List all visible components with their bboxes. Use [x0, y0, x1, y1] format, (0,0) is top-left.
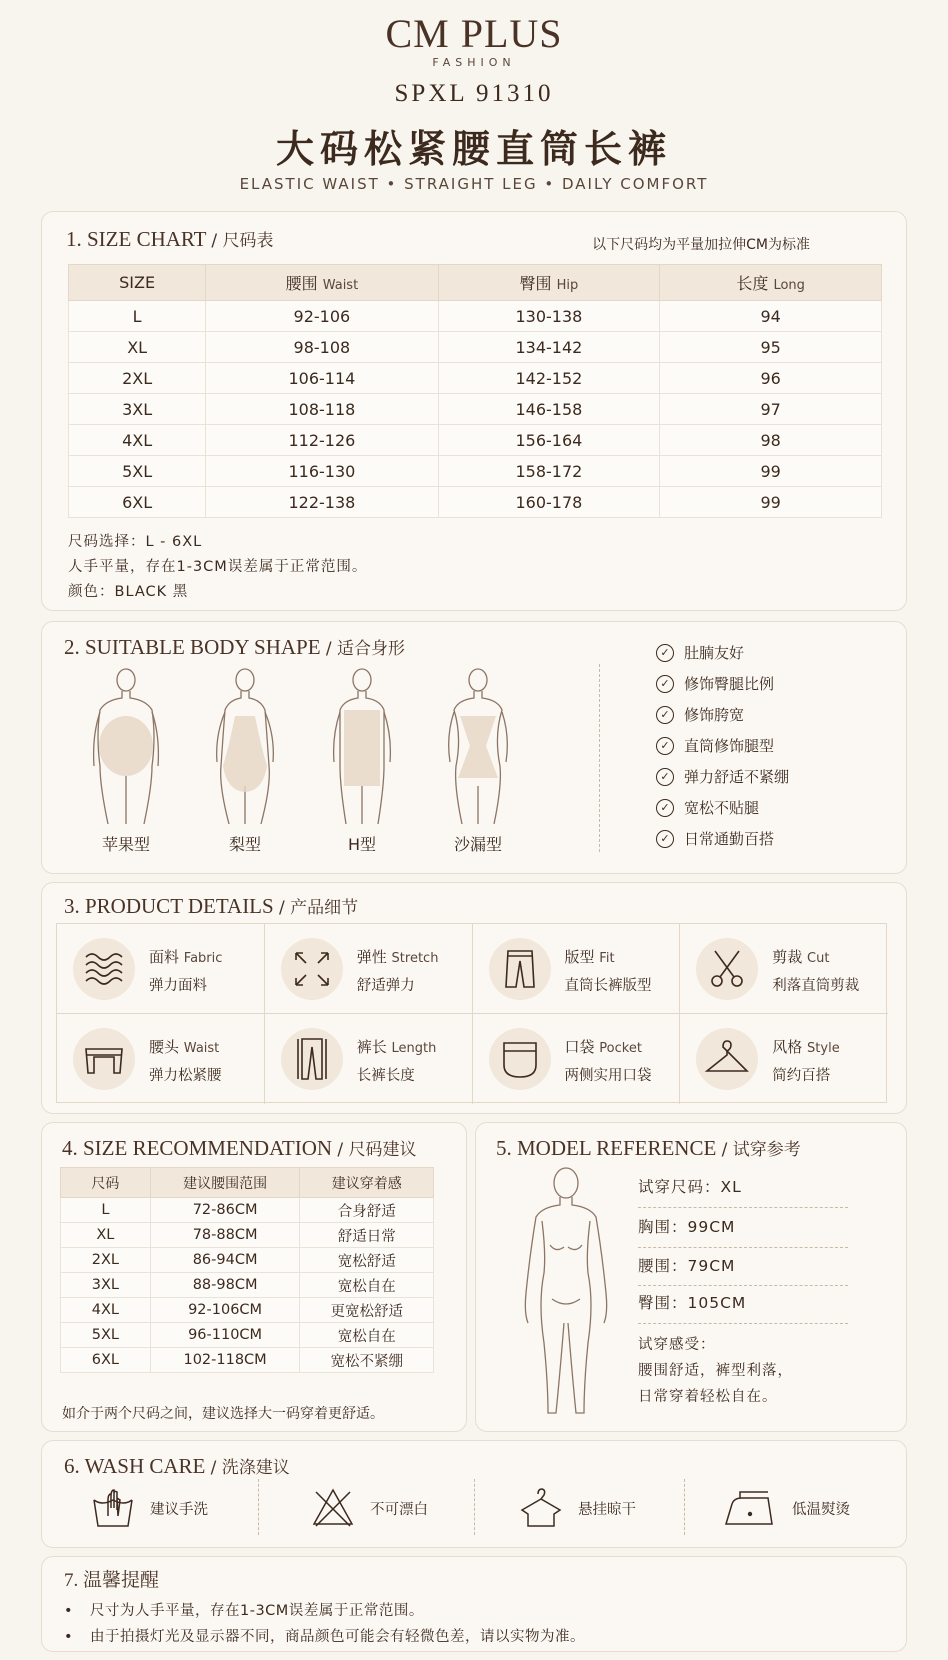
detail-title-cn: 剪裁 — [772, 948, 803, 966]
table-cell: 78-88CM — [150, 1223, 300, 1248]
leg-length-icon — [288, 1035, 336, 1083]
size-recommendation-section — [41, 1122, 467, 1432]
rec-header-cell: 尺码 — [61, 1168, 151, 1198]
table-row — [69, 394, 882, 425]
low-iron-icon — [722, 1486, 778, 1530]
detail-title-cn: 腰头 — [149, 1038, 180, 1056]
table-cell: 158-172 — [438, 456, 660, 487]
model-feel-1: 腰围舒适，裤型利落， — [638, 1363, 793, 1379]
table-cell: 5XL — [69, 456, 206, 487]
shape-label-apple: 苹果型 — [101, 835, 150, 854]
detail-cell — [265, 924, 473, 1014]
table-cell: 102-118CM — [150, 1348, 300, 1373]
benefit-item — [656, 704, 744, 725]
table-cell: 97 — [660, 394, 882, 425]
table-row — [61, 1223, 434, 1248]
tip-2: • 由于拍摄灯光及显示器不同，商品颜色可能会有轻微色差，请以实物为准。 — [64, 1629, 585, 1645]
check-icon: ✓ — [656, 830, 674, 848]
detail-title — [565, 1036, 642, 1057]
product-title: 大码松紧腰直筒长裤 — [275, 127, 672, 171]
table-cell: 2XL — [61, 1248, 151, 1273]
detail-title — [357, 946, 439, 967]
table-cell: 92-106 — [206, 301, 438, 332]
table-cell: 94 — [660, 301, 882, 332]
pear-shape-figure — [205, 666, 285, 826]
check-icon: ✓ — [656, 768, 674, 786]
wash-no-bleach — [310, 1481, 428, 1535]
wash-label: 低温熨烫 — [792, 1501, 850, 1518]
table-cell: 更宽松舒适 — [300, 1298, 434, 1323]
header-cn: 腰围 — [285, 274, 318, 293]
table-cell: 3XL — [69, 394, 206, 425]
section-title-en: 2. SUITABLE BODY SHAPE — [64, 635, 321, 659]
hand-wash-icon — [90, 1486, 136, 1530]
section-title — [64, 893, 358, 919]
table-cell: 舒适日常 — [300, 1223, 434, 1248]
header-cn: 长度 — [736, 274, 769, 293]
recommendation-table — [60, 1167, 434, 1373]
recommendation-note: 如介于两个尺码之间，建议选择大一码穿着更舒适。 — [62, 1406, 384, 1422]
table-row — [61, 1198, 434, 1223]
detail-icon-wrap — [73, 1028, 135, 1090]
table-cell: 4XL — [61, 1298, 151, 1323]
shape-label-pear: 梨型 — [228, 835, 261, 854]
shape-label-hourglass: 沙漏型 — [453, 835, 502, 854]
detail-title-cn: 风格 — [772, 1038, 803, 1056]
detail-title-cn: 版型 — [564, 948, 595, 966]
tagline: ELASTIC WAIST • STRAIGHT LEG • DAILY COMFORT — [239, 175, 709, 193]
table-row — [61, 1348, 434, 1373]
apple-shape-figure — [86, 666, 166, 826]
table-cell: 99 — [660, 487, 882, 518]
detail-icon-wrap — [696, 1028, 758, 1090]
benefit-label: 修饰胯宽 — [684, 706, 745, 724]
check-icon: ✓ — [656, 799, 674, 817]
benefit-item — [656, 735, 774, 756]
detail-sub: 直筒长裤版型 — [564, 978, 652, 994]
wash-label: 不可漂白 — [370, 1501, 428, 1518]
size-chart-note: 以下尺码均为平量加拉伸CM为标准 — [592, 237, 810, 253]
table-cell: 98-108 — [206, 332, 438, 363]
detail-icon-wrap — [489, 938, 551, 1000]
size-note-2: 人手平量，存在1-3CM误差属于正常范围。 — [68, 559, 368, 575]
section-title-cn: / 产品细节 — [278, 898, 359, 918]
table-row — [69, 425, 882, 456]
rec-header-cell: 建议腰围范围 — [150, 1168, 300, 1198]
detail-icon-wrap — [281, 1028, 343, 1090]
size-note-3: 颜色：BLACK 黑 — [68, 584, 189, 600]
table-cell: 130-138 — [438, 301, 660, 332]
model-size: 试穿尺码：XL — [638, 1178, 742, 1196]
detail-title — [565, 946, 615, 967]
table-cell: 96 — [660, 363, 882, 394]
table-cell: 4XL — [69, 425, 206, 456]
detail-sub: 弹力面料 — [149, 978, 207, 994]
detail-cell — [473, 1014, 681, 1104]
wash-low-iron — [722, 1481, 850, 1535]
section-title — [496, 1135, 801, 1161]
benefit-item — [656, 797, 759, 818]
benefit-item — [656, 766, 789, 787]
header — [0, 0, 948, 205]
table-cell: 合身舒适 — [300, 1198, 434, 1223]
table-cell: L — [69, 301, 206, 332]
section-title-cn: / 洗涤建议 — [210, 1458, 290, 1478]
section-title-cn: / 尺码表 — [211, 231, 274, 251]
detail-icon-wrap — [489, 1028, 551, 1090]
table-cell: 112-126 — [206, 425, 438, 456]
brand-sub: FASHION — [432, 56, 516, 69]
table-cell: 72-86CM — [150, 1198, 300, 1223]
detail-title-en: Style — [807, 1041, 840, 1056]
wash-label: 悬挂晾干 — [578, 1501, 636, 1518]
no-bleach-icon — [310, 1486, 356, 1530]
table-cell: 122-138 — [206, 487, 438, 518]
section-title — [64, 1453, 290, 1479]
table-row — [69, 363, 882, 394]
detail-cell — [57, 924, 265, 1014]
table-cell: 156-164 — [438, 425, 660, 456]
table-cell: 2XL — [69, 363, 206, 394]
detail-cell — [473, 924, 681, 1014]
detail-title-en: Length — [391, 1041, 437, 1056]
benefit-item — [656, 828, 774, 849]
table-cell: 6XL — [69, 487, 206, 518]
check-icon: ✓ — [656, 675, 674, 693]
tip-text: 由于拍摄灯光及显示器不同，商品颜色可能会有轻微色差，请以实物为准。 — [90, 1629, 585, 1645]
table-cell: XL — [61, 1223, 151, 1248]
detail-title-cn: 裤长 — [356, 1038, 387, 1056]
table-cell: 86-94CM — [150, 1248, 300, 1273]
check-icon: ✓ — [656, 706, 674, 724]
table-cell: 92-106CM — [150, 1298, 300, 1323]
tips-section — [41, 1556, 907, 1652]
model-waist: 腰围：79CM — [638, 1257, 736, 1275]
pocket-icon — [496, 1035, 544, 1083]
section-title-en: 4. SIZE RECOMMENDATION — [62, 1136, 333, 1160]
header-en: Waist — [322, 278, 359, 293]
size-chart-section — [41, 211, 907, 611]
detail-title-en: Pocket — [599, 1041, 642, 1056]
table-row — [61, 1298, 434, 1323]
hourglass-shape-figure — [438, 666, 518, 826]
table-row — [61, 1273, 434, 1298]
wash-hand — [90, 1481, 208, 1535]
section-title-cn: / 尺码建议 — [337, 1140, 417, 1160]
tip-text: 尺寸为人手平量，存在1-3CM误差属于正常范围。 — [90, 1603, 424, 1619]
detail-sub: 舒适弹力 — [356, 978, 415, 994]
stretch-arrows-icon — [288, 945, 336, 993]
section-title-en: 3. PRODUCT DETAILS — [64, 894, 274, 918]
wash-care-section — [41, 1440, 907, 1548]
section-title-en: 6. WASH CARE — [64, 1454, 206, 1478]
table-row — [61, 1323, 434, 1348]
product-details-section — [41, 882, 907, 1114]
benefit-label: 弹力舒适不紧绷 — [684, 768, 790, 786]
detail-icon-wrap — [281, 938, 343, 1000]
table-cell: 96-110CM — [150, 1323, 300, 1348]
hanger-icon — [703, 1035, 751, 1083]
detail-sub: 简约百搭 — [772, 1068, 831, 1084]
table-row — [69, 487, 882, 518]
model-feel-title: 试穿感受： — [638, 1337, 716, 1353]
table-row — [69, 301, 882, 332]
table-cell: 146-158 — [438, 394, 660, 425]
detail-sub: 利落直筒剪裁 — [772, 978, 860, 994]
divider — [638, 1207, 848, 1208]
table-cell: 108-118 — [206, 394, 438, 425]
model-feel-2: 日常穿着轻松自在。 — [638, 1389, 778, 1405]
model-reference-section — [475, 1122, 907, 1432]
benefit-item — [656, 673, 774, 694]
model-hip: 臀围：105CM — [638, 1294, 747, 1312]
detail-sub: 弹力松紧腰 — [149, 1068, 222, 1084]
table-cell: 116-130 — [206, 456, 438, 487]
section-title — [62, 1135, 416, 1161]
product-code: SPXL 91310 — [394, 80, 554, 107]
table-row — [61, 1248, 434, 1273]
table-cell: 95 — [660, 332, 882, 363]
detail-title-en: Waist — [183, 1041, 220, 1056]
detail-title — [772, 946, 829, 967]
detail-sub: 长裤长度 — [356, 1068, 415, 1084]
header-en: Hip — [556, 278, 579, 293]
divider — [474, 1479, 475, 1535]
benefit-label: 肚腩友好 — [684, 644, 745, 662]
benefit-label: 直筒修饰腿型 — [684, 737, 775, 755]
detail-title — [149, 946, 222, 967]
hang-dry-icon — [518, 1486, 564, 1530]
header-cn: SIZE — [119, 273, 156, 292]
divider — [638, 1285, 848, 1286]
rec-header-cell: 建议穿着感 — [300, 1168, 434, 1198]
h-shape-figure — [322, 666, 402, 826]
benefit-label: 宽松不贴腿 — [684, 799, 760, 817]
detail-title-cn: 弹性 — [356, 948, 387, 966]
table-row — [69, 332, 882, 363]
check-icon: ✓ — [656, 737, 674, 755]
divider — [638, 1323, 848, 1324]
size-header-cell — [438, 265, 660, 301]
divider — [638, 1247, 848, 1248]
detail-title-cn: 口袋 — [564, 1038, 595, 1056]
detail-title-en: Fabric — [183, 951, 223, 966]
divider — [684, 1479, 685, 1535]
table-cell: 宽松自在 — [300, 1273, 434, 1298]
section-title-cn: / 适合身形 — [325, 639, 405, 659]
detail-title-cn: 面料 — [149, 948, 180, 966]
body-shape-section — [41, 621, 907, 874]
detail-title-en: Cut — [807, 951, 830, 966]
benefit-label: 修饰臀腿比例 — [684, 675, 775, 693]
detail-title-en: Stretch — [391, 951, 439, 966]
fabric-wave-icon — [80, 945, 128, 993]
detail-title — [149, 1036, 219, 1057]
table-cell: 宽松舒适 — [300, 1248, 434, 1273]
wash-label: 建议手洗 — [150, 1501, 208, 1518]
detail-sub: 两侧实用口袋 — [564, 1068, 652, 1084]
detail-title — [357, 1036, 437, 1057]
size-table — [68, 264, 882, 518]
section-title: 7. 温馨提醒 — [64, 1570, 160, 1591]
table-cell: 99 — [660, 456, 882, 487]
divider — [599, 664, 600, 852]
table-cell: 134-142 — [438, 332, 660, 363]
table-cell: 5XL — [61, 1323, 151, 1348]
table-cell: 3XL — [61, 1273, 151, 1298]
table-row — [69, 456, 882, 487]
size-header-cell — [660, 265, 882, 301]
model-bust: 胸围：99CM — [638, 1218, 736, 1236]
table-cell: 142-152 — [438, 363, 660, 394]
size-note-1: 尺码选择：L - 6XL — [68, 534, 203, 550]
scissors-icon — [703, 945, 751, 993]
section-title — [64, 634, 405, 660]
table-cell: XL — [69, 332, 206, 363]
detail-cell — [680, 924, 888, 1014]
pants-icon — [496, 945, 544, 993]
detail-icon-wrap — [696, 938, 758, 1000]
section-title-en: 1. SIZE CHART — [66, 227, 207, 251]
header-en: Long — [773, 278, 805, 293]
benefit-label: 日常通勤百搭 — [684, 830, 775, 848]
detail-cell — [680, 1014, 888, 1104]
section-title — [66, 226, 274, 252]
brand-logo: CM PLUS — [385, 11, 563, 56]
section-title-cn: / 试穿参考 — [721, 1140, 801, 1160]
benefit-item — [656, 642, 744, 663]
detail-grid — [56, 923, 887, 1103]
table-cell: 160-178 — [438, 487, 660, 518]
check-icon: ✓ — [656, 644, 674, 662]
table-cell: 宽松自在 — [300, 1323, 434, 1348]
divider — [258, 1479, 259, 1535]
header-cn: 臀围 — [519, 274, 552, 293]
model-figure — [516, 1163, 616, 1423]
detail-title — [772, 1036, 839, 1057]
detail-title-en: Fit — [599, 951, 615, 966]
wash-hang-dry — [518, 1481, 636, 1535]
table-cell: 106-114 — [206, 363, 438, 394]
tip-1: • 尺寸为人手平量，存在1-3CM误差属于正常范围。 — [64, 1603, 424, 1619]
size-header-cell — [69, 265, 206, 301]
table-cell: 宽松不紧绷 — [300, 1348, 434, 1373]
table-cell: 88-98CM — [150, 1273, 300, 1298]
section-title-en: 5. MODEL REFERENCE — [496, 1136, 717, 1160]
table-cell: L — [61, 1198, 151, 1223]
detail-cell — [265, 1014, 473, 1104]
size-header-cell — [206, 265, 438, 301]
detail-cell — [57, 1014, 265, 1104]
waistband-icon — [80, 1035, 128, 1083]
table-cell: 6XL — [61, 1348, 151, 1373]
detail-icon-wrap — [73, 938, 135, 1000]
table-cell: 98 — [660, 425, 882, 456]
shape-label-h: H型 — [347, 835, 377, 854]
